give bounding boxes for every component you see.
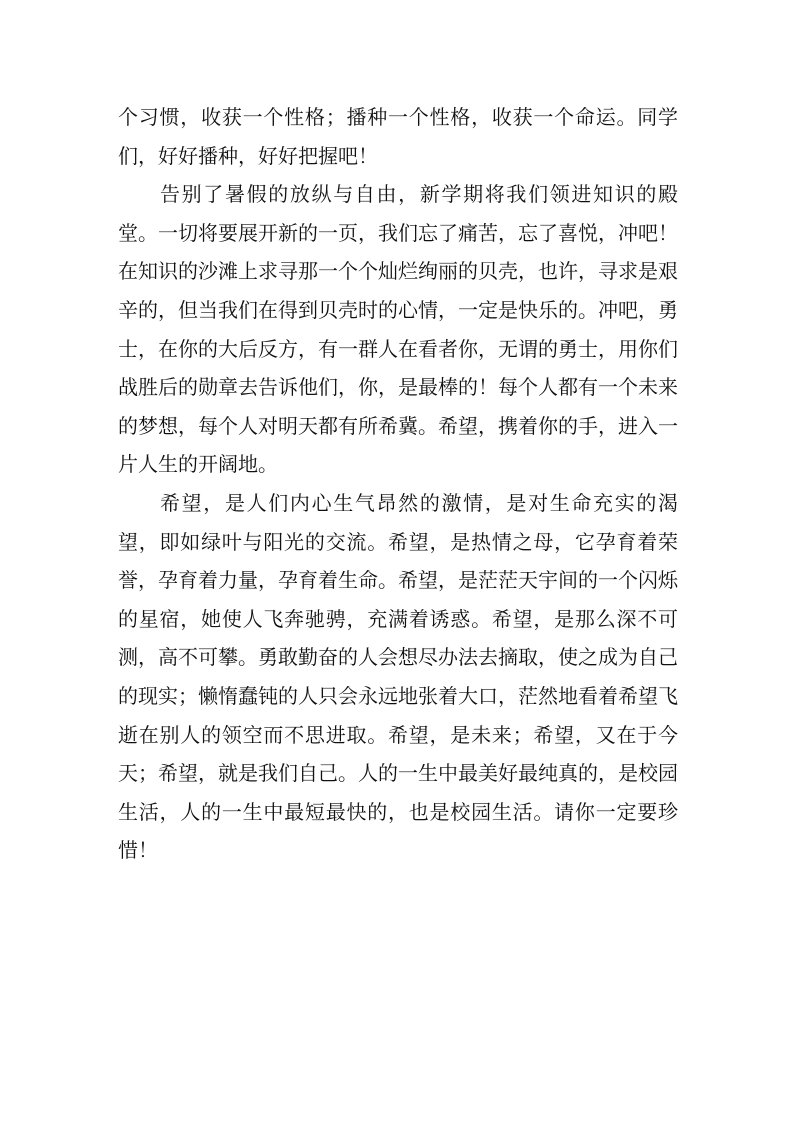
paragraph-3: 希望，是人们内心生气昂然的激情，是对生命充实的渴望，即如绿叶与阳光的交流。希望，是热情之母，它孕育着荣誉，孕育着力量，孕育着生命。希望，是茫茫天宇间的一个闪烁的星宿，她使人飞奔驰骋，充满着诱惑。希望，是那么深不可测，高不可攀。勇敢勤奋的人会想尽办法去摘取，使之成为自己的现实；懒惰蠢钝的人只会永远地张着大口，茫然地看着希望飞逝在别人的领空而不思进取。希望，是未来；希望，又在于今天；希望，就是我们自己。人的一生中最美好最纯真的，是校园生活，人的一生中最短最快的，也是校园生活。请你一定要珍惜！ bbox=[118, 490, 678, 863]
document-body bbox=[118, 98, 678, 870]
paragraph-2: 告别了暑假的放纵与自由，新学期将我们领进知识的殿堂。一切将要展开新的一页，我们忘了痛苦，忘了喜悦，冲吧！在知识的沙滩上求寻那一个个灿烂绚丽的贝壳，也许，寻求是艰辛的，但当我们在得到贝壳时的心情，一定是快乐的。冲吧，勇士，在你的大后反方，有一群人在看者你，无谓的勇士，用你们战胜后的勋章去告诉他们，你，是最棒的！每个人都有一个未来的梦想，每个人对明天都有所希冀。希望，携着你的手，进入一片人生的开阔地。 bbox=[118, 182, 678, 477]
paragraph-1: 个习惯，收获一个性格；播种一个性格，收获一个命运。同学们，好好播种，好好把握吧！ bbox=[118, 105, 678, 168]
